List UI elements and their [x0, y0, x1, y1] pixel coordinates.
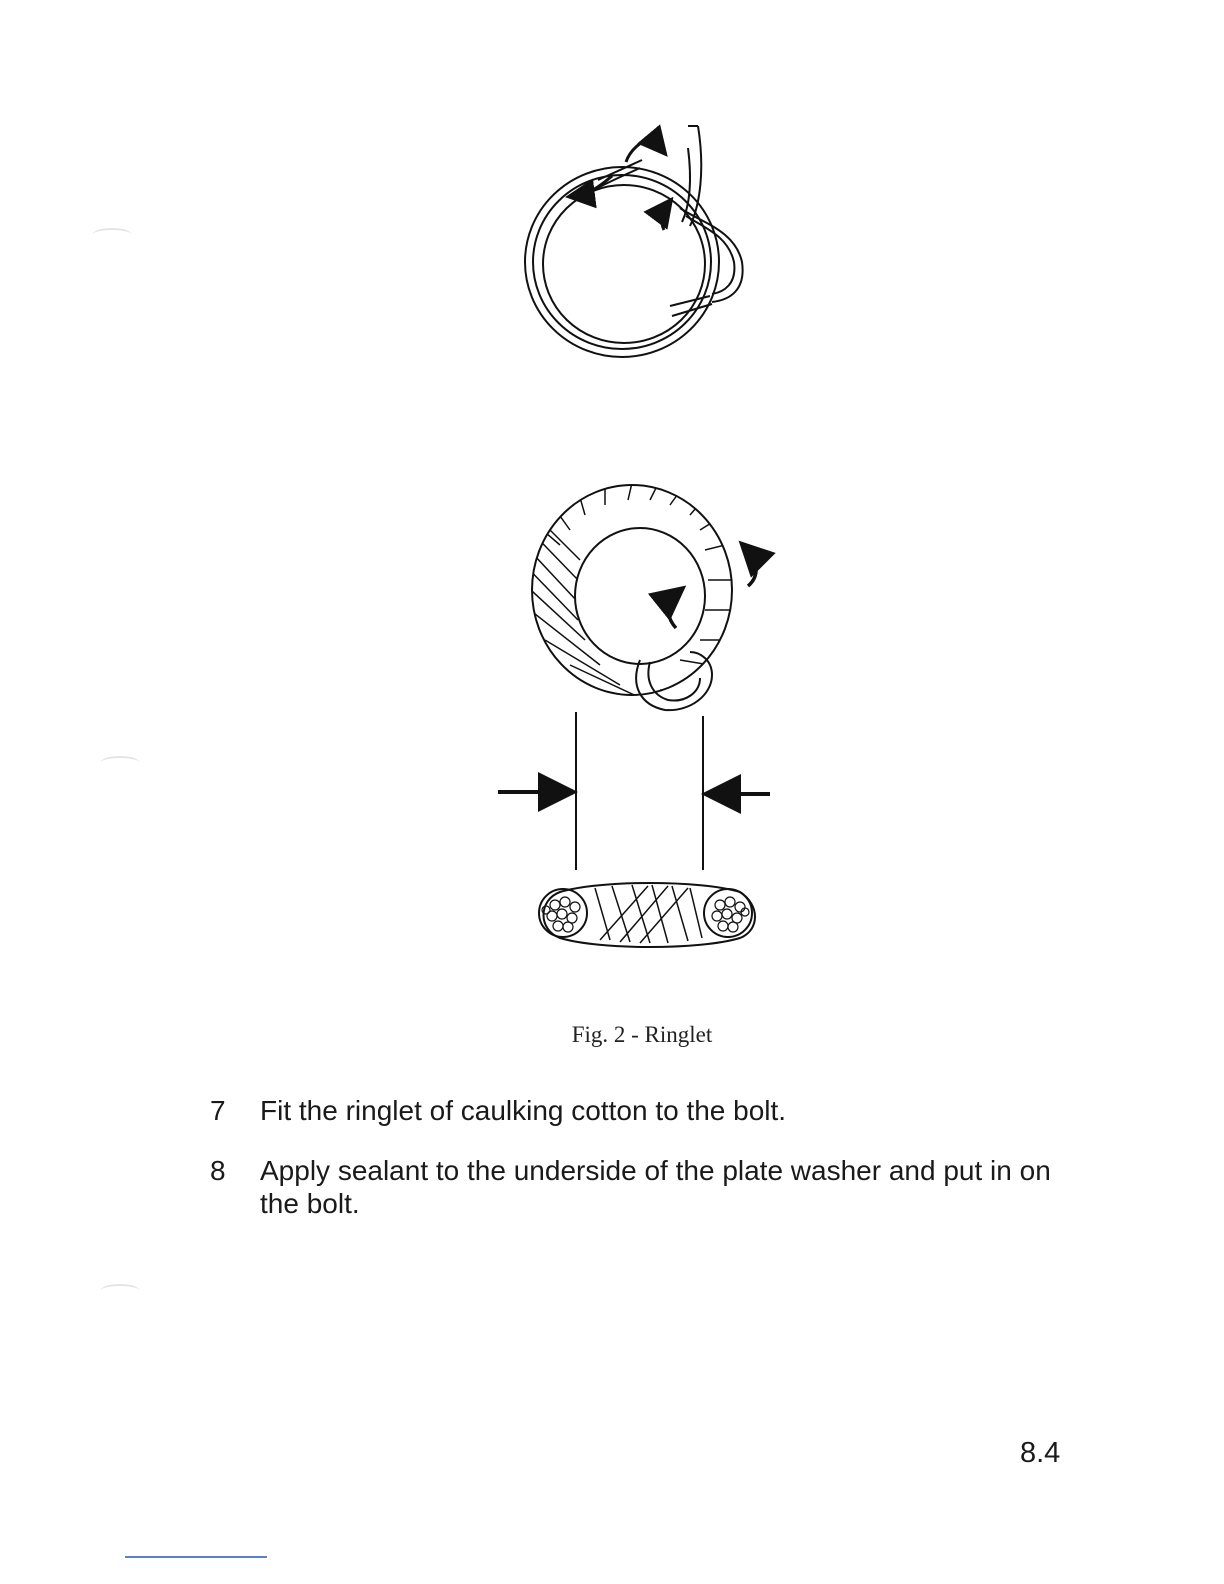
twisted-ringlet-drawing — [520, 470, 756, 710]
step-text: Fit the ringlet of caulking cotton to the bolt. — [260, 1095, 787, 1126]
step-number: 7 — [210, 1095, 226, 1126]
figure-caption: Fig. 2 - Ringlet — [571, 1022, 713, 1047]
diameter-measurement — [498, 712, 770, 870]
step-text: Apply sealant to the underside of the plate washer and put in on the bolt. — [260, 1155, 1051, 1219]
ringlet-forming-drawing — [525, 126, 743, 357]
page-number: 8.4 — [1020, 1437, 1061, 1469]
step-number: 8 — [210, 1155, 226, 1186]
ringlet-cross-section — [539, 883, 755, 947]
binder-hole-mark — [100, 1284, 140, 1298]
footer-rule — [125, 1556, 267, 1558]
